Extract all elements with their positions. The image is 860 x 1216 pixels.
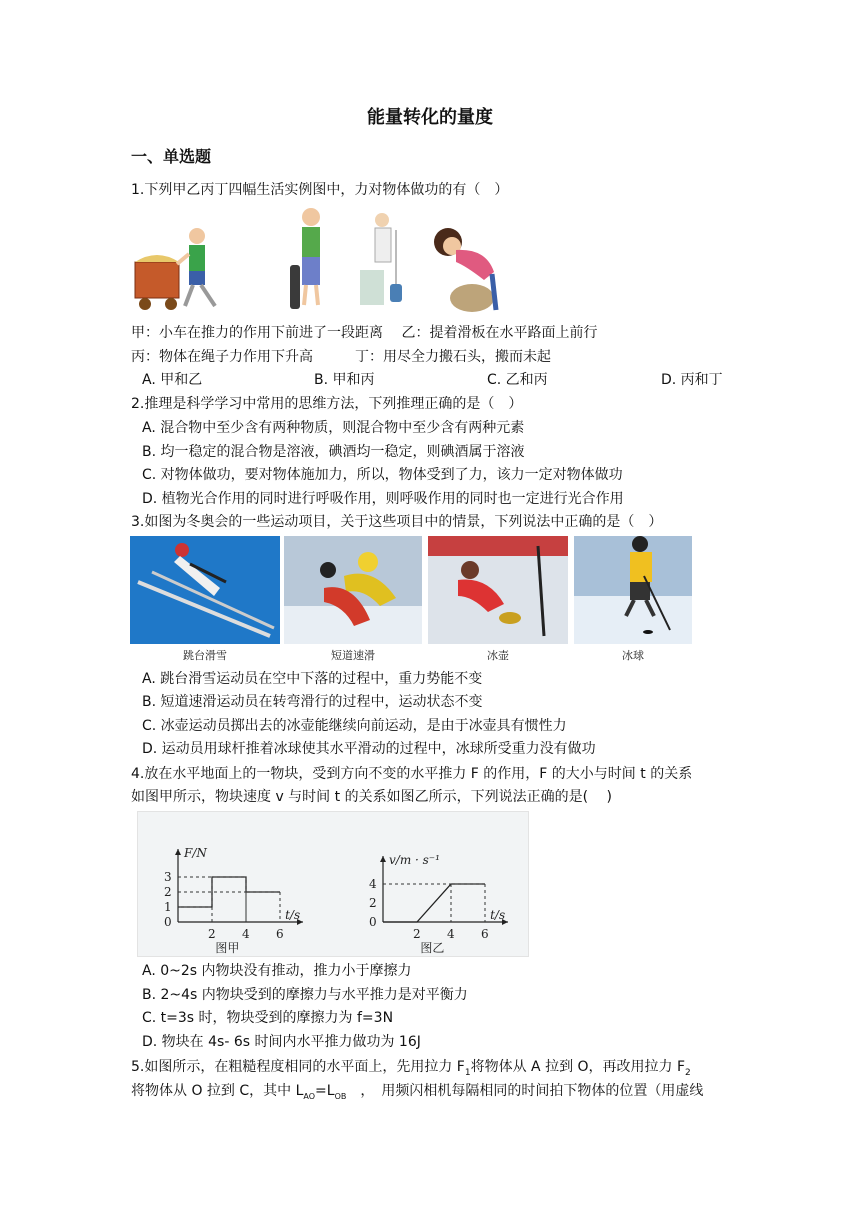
x-tick-label-1-4: 4 [447, 927, 455, 941]
q5-text-1b: 将物体从 A 拉到 O，再改用拉力 F [470, 1059, 686, 1075]
question-4-option-a: A. 0~2s 内物块没有推动，推力小于摩擦力 [142, 963, 412, 979]
caption-ski-jumping: 跳台滑雪 [183, 649, 227, 662]
short-track-speed-skating-photo [284, 536, 422, 644]
caption-curling: 冰壶 [487, 649, 509, 662]
x-tick-label-0-2: 2 [208, 927, 216, 941]
x-tick-label-0-6: 6 [276, 927, 284, 941]
q5-sub-2: 2 [685, 1067, 691, 1078]
caption-ice-hockey: 冰球 [622, 649, 644, 662]
question-3-option-a: A. 跳台滑雪运动员在空中下落的过程中，重力势能不变 [142, 671, 483, 687]
question-4-option-c: C. t=3s 时，物块受到的摩擦力为 f=3N [142, 1010, 394, 1026]
question-5-line-1 [131, 1057, 691, 1083]
y-arrow-1 [380, 856, 386, 862]
question-1-option-d: D. 丙和丁 [661, 372, 723, 388]
x-tick-label-1-6: 6 [481, 927, 489, 941]
question-4-option-d: D. 物块在 4s- 6s 时间内水平推力做功为 16J [142, 1034, 421, 1050]
q5-text-2b: =L [315, 1083, 335, 1099]
y-axis-label-1: v/m · s⁻¹ [389, 853, 440, 867]
graph-caption-0: 图甲 [215, 941, 240, 955]
question-1-line-1: 甲：小车在推力的作用下前进了一段距离 乙：提着滑板在水平路面上前行 [131, 325, 598, 341]
graph-caption-1: 图乙 [420, 941, 445, 955]
question-5-line-2 [131, 1081, 703, 1107]
y-tick-label-0-1: 1 [164, 900, 172, 914]
x-tick-label-1-2: 2 [413, 927, 421, 941]
question-3-option-b: B. 短道速滑运动员在转弯滑行的过程中，运动状态不变 [142, 694, 483, 710]
question-1-option-c: C. 乙和丙 [487, 372, 548, 388]
q5-sub-ao: AO [303, 1091, 316, 1101]
question-1-option-b: B. 甲和丙 [314, 372, 375, 388]
q5-sub-1: 1 [464, 1067, 471, 1078]
q5-text-1a: 5.如图所示，在粗糙程度相同的水平面上，先用拉力 F [131, 1059, 465, 1075]
x-axis-label-0: t/s [285, 908, 301, 922]
ice-hockey-photo [574, 536, 692, 644]
question-4-graphs [137, 811, 529, 957]
question-3-option-c: C. 冰壶运动员掷出去的冰壶能继续向前运动，是由于冰壶具有惯性力 [142, 718, 567, 734]
y-tick-label-1-2: 2 [369, 896, 377, 910]
question-4-stem-line-1: 4.放在水平地面上的一物块，受到方向不变的水平推力 F 的作用，F 的大小与时间 t 的关系 [131, 766, 693, 782]
question-2-option-a: A. 混合物中至少含有两种物质，则混合物中至少含有两种元素 [142, 420, 525, 436]
question-1-stem: 1.下列甲乙丙丁四幅生活实例图中，力对物体做功的有（ ） [131, 182, 509, 198]
y-axis-label-0: F/N [184, 846, 207, 860]
question-1-line-2: 丙：物体在绳子力作用下升高 丁：用尽全力搬石头，搬而未起 [131, 349, 551, 365]
section-heading: 一、单选题 [131, 147, 212, 166]
y-tick-label-0-3: 3 [164, 870, 172, 884]
pushing-cart-illustration [131, 212, 226, 314]
curling-photo [428, 536, 568, 644]
carrying-skateboard-illustration [284, 205, 334, 313]
y-arrow-0 [175, 849, 181, 855]
moving-stone-illustration [426, 222, 516, 314]
q5-text-2a: 将物体从 O 拉到 C，其中 L [131, 1083, 304, 1099]
q5-text-2c: ， 用频闪相机每隔相同的时间拍下物体的位置（用虚线 [346, 1083, 704, 1099]
x-tick-label-0-4: 4 [242, 927, 250, 941]
question-4-option-b: B. 2~4s 内物块受到的摩擦力与水平推力是对平衡力 [142, 987, 468, 1003]
question-2-option-d: D. 植物光合作用的同时进行呼吸作用，则呼吸作用的同时也一定进行光合作用 [142, 491, 624, 507]
question-1-option-a: A. 甲和乙 [142, 372, 203, 388]
question-2-option-b: B. 均一稳定的混合物是溶液，碘酒均一稳定，则碘酒属于溶液 [142, 444, 525, 460]
y-tick-label-0-2: 2 [164, 885, 172, 899]
x-axis-label-1: t/s [490, 908, 506, 922]
ski-jumping-photo [130, 536, 280, 644]
lifting-object-illustration [360, 210, 406, 305]
series-line-1 [383, 884, 485, 922]
question-4-stem-line-2: 如图甲所示，物块速度 v 与时间 t 的关系如图乙所示，下列说法正确的是( ) [131, 789, 612, 805]
question-3-stem: 3.如图为冬奥会的一些运动项目，关于这些项目中的情景，下列说法中正确的是（ ） [131, 514, 663, 530]
y-tick-label-1-4: 4 [369, 877, 377, 891]
question-2-option-c: C. 对物体做功，要对物体施加力，所以，物体受到了力，该力一定对物体做功 [142, 467, 623, 483]
page-title: 能量转化的量度 [367, 107, 493, 128]
caption-short-track: 短道速滑 [331, 649, 375, 662]
q5-sub-ob: OB [334, 1091, 347, 1101]
force-velocity-time-graphs [138, 812, 528, 956]
y-tick-label-0-0: 0 [164, 915, 172, 929]
question-3-option-d: D. 运动员用球杆推着冰球使其水平滑动的过程中，冰球所受重力没有做功 [142, 741, 596, 757]
question-2-stem: 2.推理是科学学习中常用的思维方法，下列推理正确的是（ ） [131, 396, 523, 412]
y-tick-label-1-0: 0 [369, 915, 377, 929]
